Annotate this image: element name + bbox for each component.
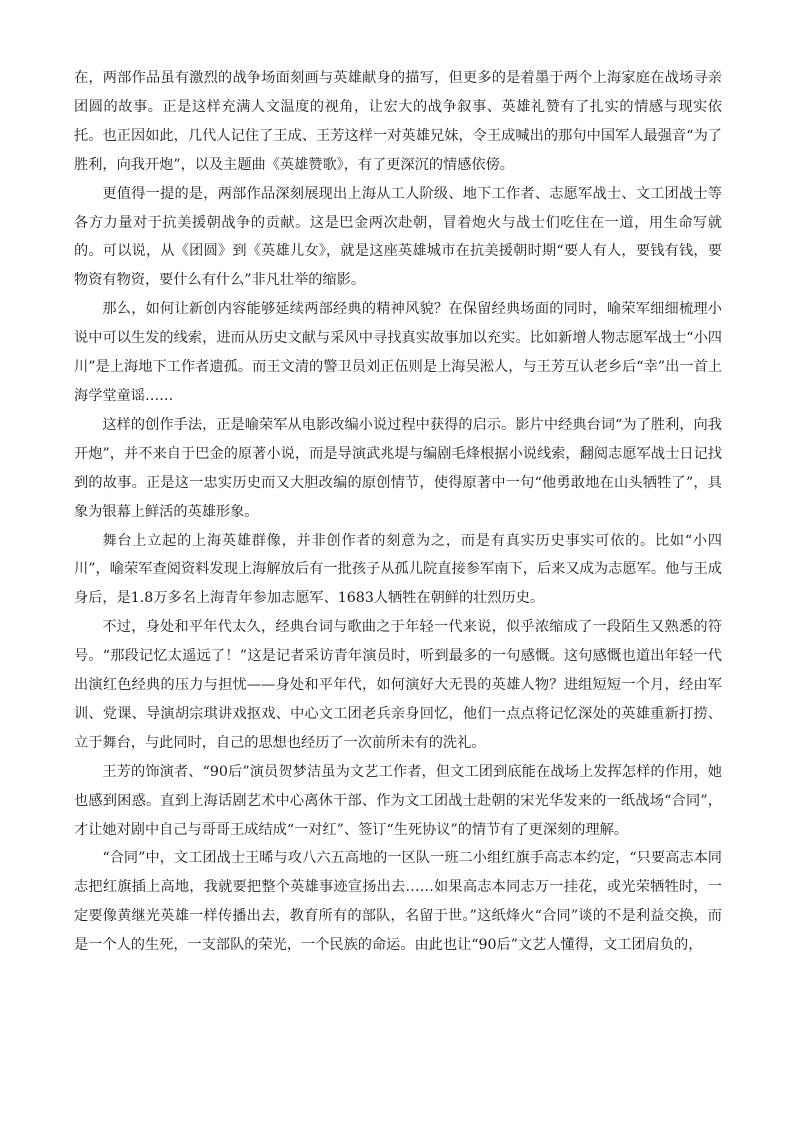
paragraph-1: 在，两部作品虽有激烈的战争场面刻画与英雄献身的描写，但更多的是着墨于两个上海家庭在战场寻亲团圆的故事。正是这样充满人文温度的视角，让宏大的战争叙事、英雄礼赞有了扎实的情感与现实依托。也正因如此，几代人记住了王成、王芳这样一对英雄兄妹，令王成喊出的那句中国军人最强音“为了胜利，向我开炮”，以及主题曲《英雄赞歌》，有了更深沉的情感依傍。 <box>74 70 722 173</box>
paragraph-6: 不过，身处和平年代太久，经典台词与歌曲之于年轻一代来说，似乎浓缩成了一段陌生又熟悉的符号。“那段记忆太遥远了！”这是记者采访青年演员时，听到最多的一句感慨。这句感慨也道出年轻一代出演红色经典的压力与担忧——身处和平年代，如何演好大无畏的英雄人物？进组短短一个月，经由军训、党课、导演胡宗琪讲戏抠戏、中心文工团老兵亲身回忆，他们一点点将记忆深处的英雄重新打捞、立于舞台，与此同时，自己的思想也经历了一次前所未有的洗礼。 <box>74 619 722 751</box>
paragraph-7: 王芳的饰演者、“90后”演员贺梦洁虽为文艺工作者，但文工团到底能在战场上发挥怎样的作用，她也感到困惑。直到上海话剧艺术中心离休干部、作为文工团战士赴朝的宋光华发来的一纸战场“合同”，才让她对剧中自己与哥哥王成结成“一对红”、签订“生死协议”的情节有了更深刻的理解。 <box>74 763 722 838</box>
article-body <box>74 64 722 960</box>
paragraph-2: 更值得一提的是，两部作品深刻展现出上海从工人阶级、地下工作者、志愿军战士、文工团战士等各方力量对于抗美援朝战争的贡献。这是巴金两次赴朝，冒着炮火与战士们吃住在一道，用生命写就的。可以说，从《团圆》到《英雄儿女》，就是这座英雄城市在抗美援朝时期“要人有人，要钱有钱，要物资有物资，要什么有什么”非凡壮举的缩影。 <box>74 185 722 289</box>
paragraph-3: 那么，如何让新创内容能够延续两部经典的精神风貌？在保留经典场面的同时，喻荣军细细梳理小说中可以生发的线索，进而从历史文献与采风中寻找真实故事加以充实。比如新增人物志愿军战士“小四川”是上海地下工作者遗孤。而王文清的警卫员刘正伍则是上海吴淞人，与王芳互认老乡后“幸”出一首上海学堂童谣…… <box>74 301 722 404</box>
paragraph-8: “合同”中，文工团战士王晞与攻八六五高地的一区队一班二小组红旗手高志本约定，“只要高志本同志把红旗插上高地，我就要把整个英雄事迹宣扬出去……如果高志本同志万一挂花，或光荣牺牲时，一定要像黄继光英雄一样传播出去，教育所有的部队，名留于世。”这纸烽火“合同”谈的不是利益交换，而是一个人的生死，一支部队的荣光，一个民族的命运。由此也让“90后”文艺人懂得，文工团肩负的， <box>74 850 722 954</box>
paragraph-5: 舞台上立起的上海英雄群像，并非创作者的刻意为之，而是有真实历史事实可依的。比如“小四川”，喻荣军查阅资料发现上海解放后有一批孩子从孤儿院直接参军南下，后来又成为志愿军。他与王成身后，是1.8万多名上海青年参加志愿军、1683人牺牲在朝鲜的壮烈历史。 <box>74 532 722 607</box>
paragraph-4: 这样的创作手法，正是喻荣军从电影改编小说过程中获得的启示。影片中经典台词“为了胜利，向我开炮”，并不来自于巴金的原著小说，而是导演武兆堤与编剧毛烽根据小说线索，翻阅志愿军战士日记找到的故事。正是这一忠实历史而又大胆改编的原创情节，使得原著中一句“他勇敢地在山头牺牲了”，具象为银幕上鲜活的英雄形象。 <box>74 416 722 520</box>
